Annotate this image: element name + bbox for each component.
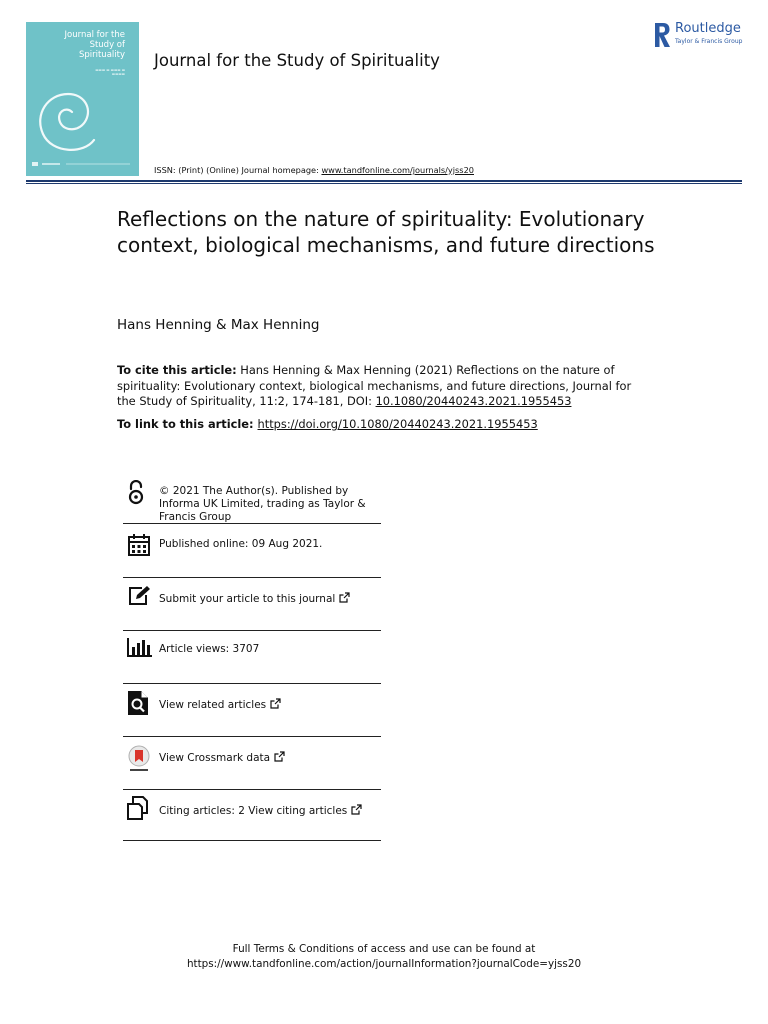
article-title: Reflections on the nature of spirituality: Evolutionary context, biological mechanisms, and future directions [117, 207, 655, 257]
crossmark-icon [126, 745, 152, 773]
crossmark-label: View Crossmark data [159, 752, 271, 764]
views-row [123, 631, 381, 684]
license-text: © 2021 The Author(s). Published by Informa UK Limited, trading as Taylor & Francis Group [159, 485, 366, 523]
citation-text: Hans Henning & Max Henning (2021) Reflections on the nature of spirituality: Evolutionary context, biological mechanisms, and future directions, Journal for the Study of Spirituality, 11:2, 174-181, DOI: [117, 363, 632, 408]
link-block [117, 417, 538, 433]
related-search-icon [127, 690, 149, 716]
citing-row[interactable] [123, 790, 381, 841]
crossmark-link[interactable] [159, 751, 285, 765]
edit-icon [127, 585, 151, 607]
header-rule [26, 180, 742, 182]
citing-articles-label: Citing articles: 2 View citing articles [159, 805, 348, 817]
license-row [123, 480, 381, 524]
calendar-icon [127, 533, 151, 557]
footer-terms [0, 942, 768, 972]
header-rule-thin [26, 183, 742, 184]
external-link-icon [274, 751, 285, 762]
article-doi-link[interactable]: https://doi.org/10.1080/20440243.2021.1955453 [257, 417, 538, 431]
external-link-icon [351, 804, 362, 815]
citing-articles-link[interactable] [159, 804, 362, 818]
crossmark-row[interactable] [123, 737, 381, 790]
citing-articles-icon [127, 796, 153, 820]
open-access-icon [128, 480, 144, 506]
routledge-logo [652, 21, 743, 53]
published-date: Published online: 09 Aug 2021. [159, 538, 323, 550]
cover-title: Journal for the Study of Spirituality [64, 30, 125, 60]
publisher-name: Routledge [675, 21, 741, 36]
related-articles-link[interactable] [159, 698, 281, 712]
related-articles-label: View related articles [159, 699, 267, 711]
related-row[interactable] [123, 684, 381, 737]
submit-article-link[interactable] [159, 592, 350, 606]
citation-label: To cite this article: [117, 363, 237, 377]
submit-row[interactable] [123, 578, 381, 631]
row-divider [123, 840, 381, 841]
link-label: To link to this article: [117, 417, 258, 431]
published-row [123, 524, 381, 578]
journal-cover [26, 22, 139, 176]
cover-swirl-icon [34, 88, 104, 158]
submit-article-label: Submit your article to this journal [159, 593, 336, 605]
routledge-r-icon [652, 21, 672, 49]
footer-line-1: Full Terms & Conditions of access and use can be found at [232, 943, 536, 955]
journal-title: Journal for the Study of Spirituality [154, 51, 440, 70]
issn-text: ISSN: (Print) (Online) Journal homepage: [154, 165, 322, 175]
publisher-group: Taylor & Francis Group [675, 38, 743, 45]
issn-line [154, 165, 474, 175]
citation-block [117, 363, 652, 410]
article-views: Article views: 3707 [159, 643, 260, 655]
external-link-icon [270, 698, 281, 709]
external-link-icon [339, 592, 350, 603]
journal-homepage-link[interactable]: www.tandfonline.com/journals/yjss20 [321, 165, 474, 175]
bar-chart-icon [127, 637, 153, 657]
footer-terms-link[interactable]: https://www.tandfonline.com/action/journalInformation?journalCode=yjss20 [186, 958, 582, 970]
cover-small-print: ▬▬▬ ▬ ▬▬▬ ▬ ▬▬▬▬ [95, 68, 125, 76]
citation-doi-link[interactable]: 10.1080/20440243.2021.1955453 [375, 394, 572, 408]
cover-bottom-bar [32, 161, 132, 167]
article-authors: Hans Henning & Max Henning [117, 317, 320, 333]
